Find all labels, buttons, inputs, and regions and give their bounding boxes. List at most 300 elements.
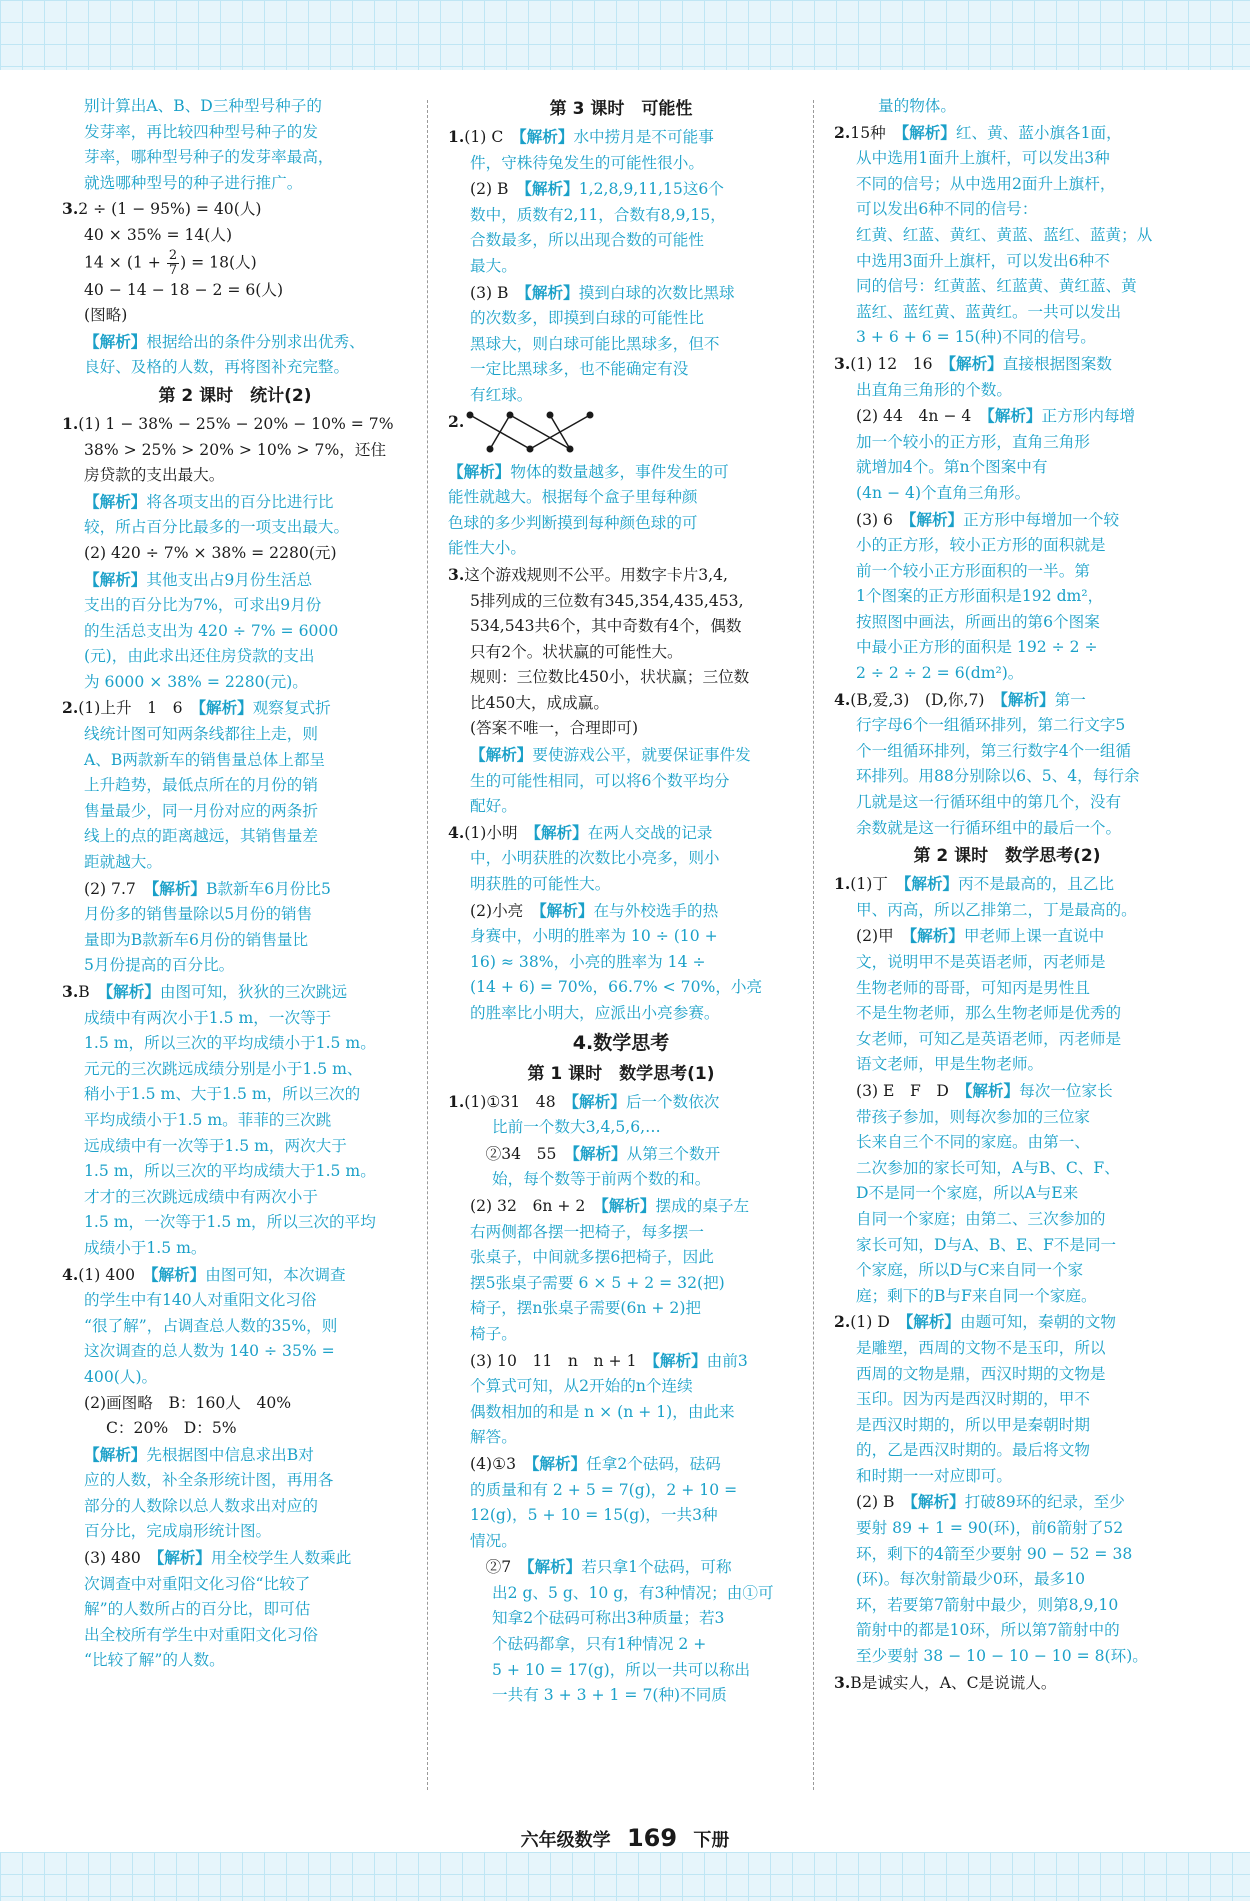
analysis-text: B款新车6月份比5 [206,879,331,898]
text-line [62,1134,408,1160]
analysis-tag: 【解析】 [909,926,964,946]
answer-text: (1) D [850,1313,906,1332]
analysis-text: 百分比，完成扇形统计图。 [84,1522,272,1541]
analysis-tag: 【解析】 [908,509,964,529]
text-line [834,950,1180,976]
text-line [834,1233,1180,1259]
text-line [62,722,408,748]
text-line [62,979,408,1006]
footer-volume: 下册 [693,1830,730,1851]
analysis-text: 黑球大，则白球可能比黑球多，但不 [470,334,720,353]
text-line [62,953,408,979]
text-line [62,278,408,304]
analysis-tag: 【解析】 [84,569,147,589]
analysis-text: 要使游戏公平，就要保证事件发 [532,746,751,765]
text-line [62,249,408,278]
answer-text: (答案不唯一，合理即可) [470,719,639,738]
page-number: 169 [626,1824,678,1852]
analysis-text: 偶数相加的和是 n × (n + 1)，由此来 [470,1402,735,1421]
answer-text: (图略) [84,306,128,325]
figure-dot [467,411,474,418]
analysis-text: 距就越大。 [84,853,162,872]
analysis-tag: 【解析】 [448,461,511,481]
analysis-text: 是西汉时期的，所以甲是秦朝时期 [856,1415,1090,1434]
analysis-text: 1,2,8,9,11,15这6个 [578,180,724,199]
analysis-text: 元元的三次跳远成绩分别是小于1.5 m、 [84,1059,363,1078]
text-line [62,928,408,954]
analysis-text: 良好、及格的人数，再将图补充完整。 [84,358,350,377]
answer-text: (3) 10 11 n n + 1 [470,1351,653,1370]
analysis-text: “很了解”，占调查总人数的35%，则 [84,1316,338,1335]
text-line [62,463,408,489]
analysis-text: 按照图中画法，所画出的第6个图案 [856,612,1100,631]
text-line [448,1658,794,1684]
text-line [448,1478,794,1504]
text-line [448,794,794,820]
analysis-text: 就选哪种型号的种子进行推广。 [84,173,303,192]
answer-text: 比450大，成成赢。 [470,693,609,712]
text-line [834,325,1180,351]
text-line [834,584,1180,610]
text-line [834,898,1180,924]
text-line [834,351,1180,378]
text-line [62,1494,408,1520]
text-line [62,1442,408,1469]
analysis-text: 12(g)，5 + 10 = 15(g)，一共3种 [470,1506,718,1525]
question-number: 3. [62,199,79,219]
text-line [62,773,408,799]
text-line [448,846,794,872]
analysis-text: 身赛中，小明的胜率为 10 ÷ (10 + [470,927,718,946]
analysis-text: 有红球。 [470,385,533,404]
text-line [62,850,408,876]
question-number: 2. [448,411,465,431]
question-number: 3. [62,982,79,1001]
text-line [62,1468,408,1494]
text-line [62,1648,408,1674]
answer-text: 2 ÷ (1 − 95%) = 40(人) [78,200,262,219]
text-line [834,610,1180,636]
analysis-text: 远成绩中有一次等于1.5 m，两次大于 [84,1136,347,1155]
analysis-text: 这次调查的总人数为 140 ÷ 35% = [84,1342,335,1361]
answer-text: B [78,983,106,1001]
analysis-text: 应的人数，补全条形统计图，再用各 [84,1471,334,1490]
text-line [62,1262,408,1289]
text-line [834,1309,1180,1336]
text-line [62,1365,408,1391]
text-line [834,559,1180,585]
text-line [448,1451,794,1478]
text-line [62,1545,408,1572]
analysis-text: 第一 [1054,690,1086,709]
analysis-text: 3 + 6 + 6 = 15(种)不同的信号。 [856,328,1096,347]
answer-text: (B,爱,3) (D,你,7) [850,690,1001,709]
analysis-text: 月份多的销售量除以5月份的销售 [84,905,313,924]
analysis-text: 文，说明甲不是英语老师，丙老师是 [856,953,1106,971]
text-line [448,1220,794,1246]
text-line [62,541,408,567]
text-line [62,515,408,541]
analysis-text: 语文老师，甲是生物老师。 [856,1055,1044,1074]
analysis-text: 数中，质数有2,11，合数有8,9,15， [470,205,726,224]
analysis-text: 直接根据图案数 [1002,354,1112,373]
bottom-decorative-band [0,1852,1250,1901]
figure-dot [527,445,534,452]
analysis-text: 长来自三个不同的家庭。由第一、 [856,1133,1090,1152]
text-line [62,644,408,670]
text-line [834,1078,1180,1105]
analysis-text: 芽率，哪种型号种子的发芽率最高， [84,148,334,167]
text-line [834,790,1180,816]
text-line [834,274,1180,300]
analysis-text: 配好。 [470,797,517,816]
analysis-tag: 【解析】 [948,353,1003,373]
question-number: 2. [834,1312,851,1332]
analysis-text: 稍小于1.5 m、大于1.5 m，所以三次的 [84,1085,361,1104]
text-line [834,1618,1180,1644]
text-line [834,481,1180,507]
text-line [62,94,408,120]
analysis-text: D不是同一个家庭，所以A与E来 [856,1184,1079,1203]
analysis-text: 能性就越大。根据每个盒子里每种颜 [448,488,698,507]
analysis-text: 若只拿1个砝码，可称 [581,1558,732,1577]
text-line [62,1288,408,1314]
text-line [834,1464,1180,1490]
text-line [62,748,408,774]
analysis-text: 才才的三次跳远成绩中有两次小于 [84,1187,318,1206]
text-line [62,438,408,464]
analysis-text: 是雕塑，西周的文物不是玉印，所以 [856,1338,1106,1357]
text-line [62,1031,408,1057]
analysis-text: 庭；剩下的B与F来自同一个家庭。 [856,1286,1097,1305]
text-line [448,975,794,1001]
text-line [448,742,794,769]
text-line [834,249,1180,275]
analysis-text: 成绩中有两次小于1.5 m，一次等于 [84,1008,332,1027]
analysis-tag: 【解析】 [905,1312,961,1332]
analysis-text: 不是生物老师，那么生物老师是优秀的 [856,1004,1122,1023]
analysis-tag: 【解析】 [84,331,147,351]
analysis-tag: 【解析】 [531,1453,587,1473]
question-number: 4. [448,822,465,842]
text-line [448,872,794,898]
analysis-text: 箭射中的都是10环，所以第7箭射中的 [856,1621,1120,1640]
analysis-text: 的生活总支出为 420 ÷ 7% = 6000 [84,621,339,640]
text-line [448,151,794,177]
text-line [448,562,794,589]
analysis-text: 红黄、红蓝、黄红、黄蓝、蓝红、蓝黄；从 [856,225,1153,244]
figure-link [490,415,510,449]
question-number: 3. [448,564,465,584]
text-line [448,1529,794,1555]
analysis-text: 次调查中对重阳文化习俗“比较了 [84,1574,311,1593]
analysis-text: 16) ≈ 38%，小亮的胜率为 14 ÷ [470,952,706,971]
analysis-text: 较，所占百分比最多的一项支出最大。 [84,518,350,537]
question-number: 1. [834,874,851,894]
text-line [834,923,1180,950]
analysis-text: 解答。 [470,1428,517,1447]
text-line [834,713,1180,739]
analysis-text: 中，小明获胜的次数比小亮多，则小 [470,849,720,868]
analysis-tag: 【解析】 [903,874,959,894]
analysis-text: 正方形内每增 [1041,407,1136,426]
analysis-text: 由图可知，本次调查 [205,1265,346,1284]
text-line [62,1416,408,1442]
figure-line [448,409,794,459]
answer-text: (1) 1 − 38% − 25% − 20% − 10% = 7% [78,414,394,433]
text-line [834,507,1180,534]
question-number: 1. [62,413,79,433]
answer-text: (2) 7.7 [84,879,152,898]
text-line [834,1644,1180,1670]
analysis-text: 不同的信号；从中选用2面升上旗杆， [856,174,1116,193]
text-line [62,1159,408,1185]
text-line [62,1339,408,1365]
analysis-text: 2 ÷ 2 ÷ 2 = 6(dm²)。 [856,664,1024,683]
analysis-text: 环，若要第7箭射中最少，则第8,9,10 [856,1595,1119,1614]
text-line [448,383,794,409]
text-line [834,1130,1180,1156]
text-line [62,171,408,197]
analysis-text: 5月份提高的百分比。 [84,956,235,975]
question-number: 1. [448,1091,465,1111]
figure-dot [507,411,514,418]
text-line [448,203,794,229]
answer-text: 规则：三位数比450小，状状赢；三位数 [470,668,750,687]
analysis-text: 将各项支出的百分比进行比 [146,492,334,511]
analysis-text: 售量最少，同一月份对应的两条折 [84,801,318,820]
question-number: 1. [448,127,465,146]
text-line [834,430,1180,456]
text-line [62,567,408,594]
analysis-tag: 【解析】 [151,878,207,898]
analysis-text: 出直角三角形的个数。 [856,380,1012,399]
text-line [62,695,408,722]
analysis-tag: 【解析】 [518,127,574,146]
answer-text: 5排列成的三位数有345,354,435,453, [470,591,744,610]
text-line [62,1391,408,1417]
analysis-text: 生物老师的哥哥，可知丙是男性且 [856,978,1090,997]
text-line [834,764,1180,790]
analysis-tag: 【解析】 [986,406,1042,426]
analysis-text: 始，每个数等于前两个数的和。 [492,1170,711,1189]
analysis-text: 先根据图中信息求出B对 [146,1445,314,1464]
analysis-text: 线上的点的距离越远，其销售量差 [84,827,318,846]
analysis-tag: 【解析】 [105,982,160,1001]
column-divider-right [813,100,814,1790]
analysis-text: 红、黄、蓝小旗各1面， [955,123,1122,142]
analysis-text: 后一个数依次 [625,1092,720,1111]
analysis-text: 和时期一一对应即可。 [856,1466,1012,1485]
text-line [62,1236,408,1262]
answer-text: (1) 12 16 [850,354,949,373]
answer-text: C：20% D：5% [106,1419,237,1438]
text-line [62,1519,408,1545]
analysis-tag: 【解析】 [526,1557,582,1577]
text-line [834,739,1180,765]
text-line [448,1400,794,1426]
answer-text: (2)甲 [856,927,910,946]
analysis-tag: 【解析】 [901,122,956,142]
text-line [834,816,1180,842]
answer-text: (1) C [464,128,519,146]
text-line [834,1052,1180,1078]
chapter-heading: 4.数学思考 [572,1031,670,1054]
text-line [448,716,794,742]
text-line [448,1115,794,1141]
text-line [448,820,794,847]
analysis-tag: 【解析】 [652,1350,707,1370]
text-line [834,1207,1180,1233]
analysis-text: 行字母6个一组循环排列，第二行文字5 [856,716,1126,735]
section-heading: 第 2 课时 数学思考(2) [913,846,1101,867]
analysis-tag: 【解析】 [524,179,579,199]
analysis-text: 蓝红、蓝红黄、蓝黄红。一共可以发出 [856,302,1122,321]
analysis-text: (14 + 6) = 70%，66.7% < 70%，小亮 [470,978,763,997]
analysis-text: 由前3 [706,1351,748,1370]
analysis-text: 可以发出6种不同的信号： [856,200,1038,219]
fraction [167,249,179,278]
text-line [448,1606,794,1632]
text-line [834,1489,1180,1516]
column-middle [448,94,794,1834]
question-number: 4. [834,689,851,709]
analysis-text: 比前一个数大3,4,5,6,… [492,1118,661,1137]
text-line [834,197,1180,223]
analysis-text: 张桌子，中间就多摆6把椅子，因此 [470,1248,714,1267]
text-line [834,871,1180,898]
text-line [448,536,794,562]
text-line [834,1156,1180,1182]
text-line [834,172,1180,198]
analysis-text: 中选用3面升上旗杆，可以发出6种不 [856,251,1110,270]
text-line [62,1623,408,1649]
analysis-tag: 【解析】 [150,1264,206,1284]
text-line [62,145,408,171]
text-line [448,1554,794,1581]
analysis-text: 自同一个家庭；由第二、三次参加的 [856,1209,1106,1228]
text-line [448,459,794,486]
text-line [834,223,1180,249]
text-line [448,176,794,203]
analysis-tag: 【解析】 [1000,689,1055,709]
text-line [834,378,1180,404]
answer-text: (2) 420 ÷ 7% × 38% = 2280(元) [84,543,337,562]
analysis-tag: 【解析】 [964,1080,1020,1100]
analysis-text: 1个图案的正方形面积是192 dm²， [856,587,1104,606]
text-line [62,1108,408,1134]
text-line [834,1001,1180,1027]
text-line [448,691,794,717]
answer-text: (3) 480 [84,1549,157,1568]
analysis-text: 的胜率比小明大，应派出小亮参赛。 [470,1004,720,1022]
analysis-text: 椅子。 [470,1324,517,1343]
analysis-text: 平均成绩小于1.5 m。菲菲的三次跳 [84,1110,332,1129]
analysis-text: 西周的文物是鼎，西汉时期的文物是 [856,1364,1106,1383]
analysis-tag: 【解析】 [524,282,579,302]
question-number: 4. [62,1264,79,1284]
text-line [448,1581,794,1607]
text-line [834,1181,1180,1207]
text-line [62,593,408,619]
answer-text: 40 − 14 − 18 − 2 = 6(人) [84,280,284,299]
text-line [448,769,794,795]
text-line [62,223,408,249]
analysis-text: 打破89环的纪录，至少 [964,1493,1125,1512]
analysis-text: 正方形中每增加一个较 [963,510,1120,529]
figure-dot [547,411,554,418]
figure-dot [587,411,594,418]
analysis-text: 发芽率，再比较四种型号种子的发 [84,122,318,141]
text-line [834,1593,1180,1619]
matching-figure [464,409,604,455]
analysis-text: 最大。 [470,256,517,275]
analysis-tag: 【解析】 [572,1143,627,1163]
text-line [62,876,408,903]
text-line [448,1296,794,1322]
answer-text: 38% > 25% > 20% > 10% > 7%，还住 [84,440,387,459]
analysis-text: 部分的人数除以总人数求出对应的 [84,1496,318,1515]
answer-text: (2) 32 6n + 2 [470,1196,601,1215]
analysis-text: 出2 g、5 g、10 g，有3种情况；由①可 [492,1583,774,1602]
text-line [448,1683,794,1709]
answer-text: (1)①31 48 [464,1092,572,1111]
page-footer [0,1824,1250,1852]
footer-grade: 六年级数学 [520,1830,611,1851]
text-line [62,670,408,696]
text-line [448,950,794,976]
text-line [62,1082,408,1108]
analysis-text: 摸到白球的次数比黑球 [578,283,735,302]
text-line [448,924,794,950]
text-line [834,1258,1180,1284]
answer-text: 房贷款的支出最大。 [84,466,225,485]
text-line [448,589,794,615]
analysis-tag: 【解析】 [470,745,533,765]
text-line [834,1670,1180,1697]
answer-text: ②7 [470,1558,527,1577]
analysis-tag: 【解析】 [156,1548,211,1568]
analysis-text: 从中选用1面升上旗杆，可以发出3种 [856,149,1110,168]
section-heading: 第 1 课时 数学思考(1) [527,1063,715,1084]
text-line [834,455,1180,481]
answer-text: (3) E F D [856,1081,965,1100]
analysis-text: 环，剩下的4箭至少要射 90 − 52 = 38 [856,1544,1133,1563]
text-line [834,94,1180,120]
text-line [448,1271,794,1297]
answer-text: (3) 6 [856,510,909,529]
analysis-text: 家长可知，D与A、B、E、F不是同一 [856,1235,1117,1254]
analysis-text: 个一组循环排列，第三行数字4个一组循 [856,741,1132,760]
analysis-text: 的，乙是西汉时期的。最后将文物 [856,1441,1090,1460]
answer-text: 14 × (1 + [84,253,166,272]
analysis-text: 摆5张桌子需要 6 × 5 + 2 = 32(把) [470,1273,725,1292]
analysis-text: 女老师，可知乙是英语老师，丙老师是 [856,1029,1122,1048]
text-line [448,1503,794,1529]
section-heading: 第 3 课时 可能性 [549,99,693,119]
analysis-text: 解”的人数所占的百分比，即可估 [84,1600,311,1619]
text-line [62,1314,408,1340]
text-line [448,614,794,640]
text-line [834,1336,1180,1362]
answer-text: ) = 18(人) [180,253,257,272]
text-line [834,1362,1180,1388]
text-line [834,1413,1180,1439]
analysis-text: 1.5 m，所以三次的平均成绩大于1.5 m。 [84,1162,376,1181]
figure-dot [487,445,494,452]
answer-text: (4)①3 [470,1454,532,1473]
text-line [834,687,1180,714]
